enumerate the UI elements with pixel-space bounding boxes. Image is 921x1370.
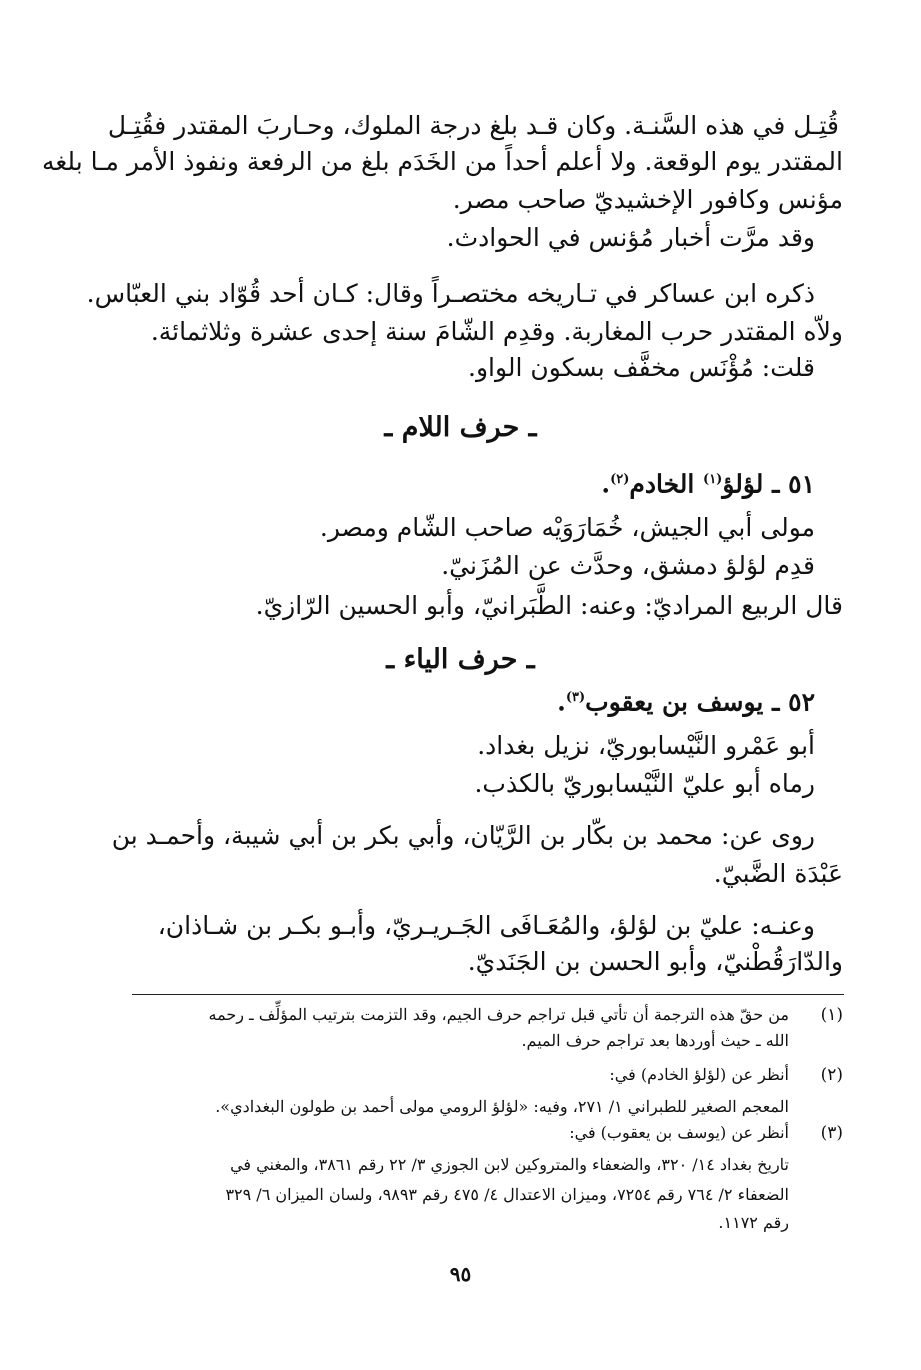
body-line: المقتدر يوم الوقعة. ولا أعلم أحداً من الخَدَم بلغ من الرفعة ونفوذ الأمر مـا بلغه [41, 147, 843, 176]
footnote-line: أنظر عن (لؤلؤ الخادم) في: [609, 1065, 789, 1084]
body-line: قلت: مُؤْنَس مخفَّف بسكون الواو. [468, 353, 815, 382]
body-line: مؤنس وكافور الإخشيديّ صاحب مصر. [452, 185, 843, 214]
body-line: ولاّه المقتدر حرب المغاربة. وقدِم الشّامَ سنة إحدى عشرة وثلاثمائة. [150, 317, 843, 346]
body-line: وعنـه: عليّ بن لؤلؤ، والمُعَـافَى الجَـريـريّ، وأبـو بكـر بن شـاذان، [157, 911, 815, 940]
section-heading-lam: ـ حرف اللام ـ [384, 412, 537, 443]
body-line: رماه أبو عليّ النَّيْسابوريّ بالكذب. [474, 769, 815, 798]
footnote-number: (١) [820, 1005, 843, 1025]
footnote-ref: (٣) [565, 690, 586, 705]
body-line: أبو عَمْرو النَّيْسابوريّ، نزيل بغداد. [477, 731, 815, 760]
entry-dot: . [601, 469, 611, 499]
entry-name: ـ يوسف بن يعقوب [585, 687, 780, 717]
footnote-line: الضعفاء ٢/ ٧٦٤ رقم ٧٢٥٤، وميزان الاعتدال ٤/ ٤٧٥ رقم ٩٨٩٣، ولسان الميزان ٦/ ٣٢٩ [225, 1185, 789, 1204]
entry-number: ٥١ [788, 469, 815, 499]
footnote-line: تاريخ بغداد ١٤/ ٣٢٠، والضعفاء والمتروكين لابن الجوزي ٣/ ٢٢ رقم ٣٨٦١، والمغني في [230, 1155, 789, 1174]
footnote-ref: (٢) [610, 472, 630, 487]
entry-dot: . [557, 687, 566, 717]
footnote-line: من حقّ هذه الترجمة أن تأتي قبل تراجم حرف الجيم، وقد التزمت بترتيب المؤلِّف ـ رحمه [208, 1005, 789, 1024]
footnote-number: (٣) [820, 1123, 843, 1143]
footnote-line: أنظر عن (يوسف بن يعقوب) في: [569, 1123, 789, 1142]
entry-name-2: الخادم [629, 469, 704, 499]
entry-name: ـ لؤلؤ [722, 469, 780, 499]
body-line: قُتِـل في هذه السَّنـة. وكان قـد بلغ درجة الملوك، وحـاربَ المقتدر فقُتِـل [107, 111, 839, 140]
footnote-line: رقم ١١٧٢. [718, 1213, 789, 1232]
body-line: قدِم لؤلؤ دمشق، وحدَّث عن المُزَنيّ. [441, 551, 815, 580]
footnote-separator [132, 994, 844, 995]
footnote-number: (٢) [820, 1065, 843, 1085]
body-line: روى عن: محمد بن بكّار بن الرَّيّان، وأبي بكر بن أبي شيبة، وأحمـد بن [111, 821, 815, 850]
body-line: قال الربيع المراديّ: وعنه: الطَّبَرانيّ، وأبو الحسين الرّازيّ. [255, 591, 843, 620]
entry-heading-52 [557, 680, 815, 720]
entry-heading-51 [601, 462, 815, 502]
body-line: والدّارَقُطْنيّ، وأبو الحسن بن الجَنَديّ. [467, 947, 843, 976]
body-line: عَبْدَة الضَّبيّ. [713, 859, 843, 888]
page-number: ٩٥ [449, 1262, 472, 1286]
body-line: مولى أبي الجيش، خُمَارَوَيْه صاحب الشّام ومصر. [319, 513, 815, 542]
body-line: وقد مرَّت أخبار مُؤنس في الحوادث. [446, 223, 815, 252]
section-heading-ya: ـ حرف الياء ـ [386, 644, 535, 675]
entry-number: ٥٢ [788, 687, 815, 717]
footnote-line: المعجم الصغير للطبراني ١/ ٢٧١، وفيه: «لؤلؤ الرومي مولى أحمد بن طولون البغدادي». [215, 1097, 789, 1116]
body-line: ذكره ابن عساكر في تـاريخه مختصـراً وقال: كـان أحد قُوّاد بني العبّاس. [86, 279, 815, 308]
footnote-ref: (١) [703, 472, 723, 487]
footnote-line: الله ـ حيث أوردها بعد تراجم حرف الميم. [521, 1031, 789, 1050]
